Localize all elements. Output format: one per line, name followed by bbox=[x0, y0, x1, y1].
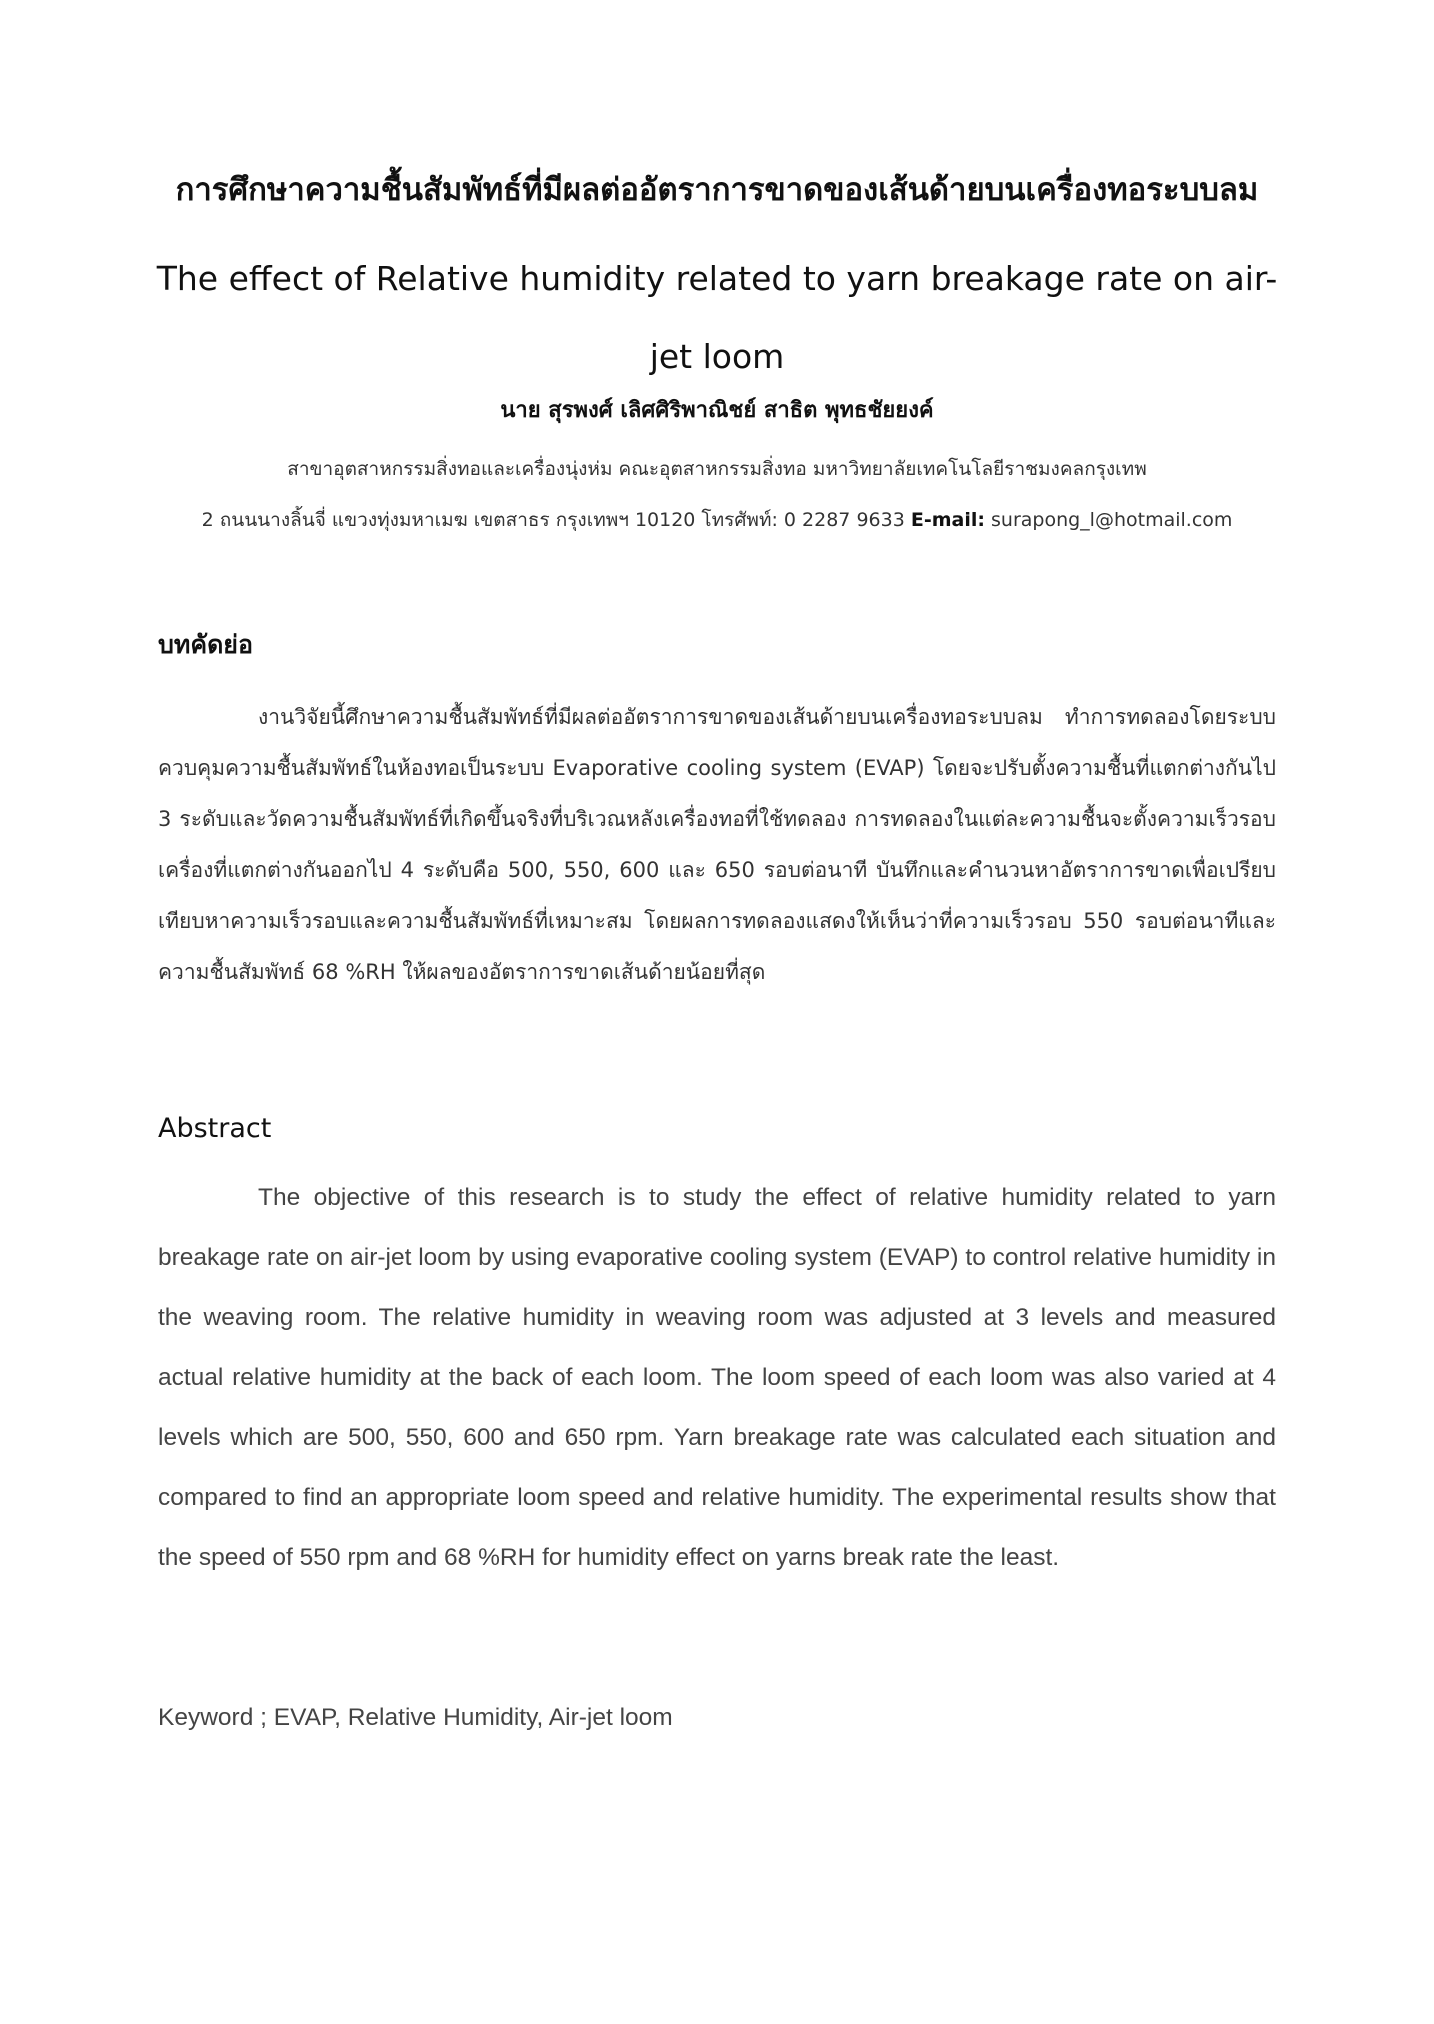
affiliation-line: สาขาอุตสาหกรรมสิ่งทอและเครื่องนุ่งห่ม คณะอุตสาหกรรมสิ่งทอ มหาวิทยาลัยเทคโนโลยีราชมงคลกรุงเทพ bbox=[287, 458, 1147, 480]
contact-line bbox=[100, 505, 1334, 535]
abstract-thai-heading: บทคัดย่อ bbox=[158, 630, 253, 659]
keywords-line: Keyword ; EVAP, Relative Humidity, Air-jet loom bbox=[158, 1704, 673, 1731]
paper-title-english: The effect of Relative humidity related to yarn breakage rate on air-jet loom bbox=[156, 259, 1278, 376]
address-text: 2 ถนนนางลิ้นจี่ แขวงทุ่งมหาเมฆ เขตสาธร กรุงเทพฯ 10120 โทรศัพท์: 0 2287 9633 bbox=[201, 509, 905, 531]
abstract-english-body: The objective of this research is to study the effect of relative humidity related to yarn breakage rate on air-jet loom by using evaporative cooling system (EVAP) to control relative humidity in the weaving room. The relative humidity in weaving room was adjusted at 3 levels and measured actual relative humidity at the back of each loom. The loom speed of each loom was also varied at 4 levels which are 500, 550, 600 and 650 rpm. Yarn breakage rate was calculated each situation and compared to find an appropriate loom speed and relative humidity. The experimental results show that the speed of 550 rpm and 68 %RH for humidity effect on yarns break rate the least. bbox=[158, 1184, 1276, 1571]
author-list: นาย สุรพงศ์ เลิศศิริพาณิชย์ สาธิต พุทธชัยยงค์ bbox=[500, 398, 934, 423]
email-address: surapong_l@hotmail.com bbox=[991, 509, 1233, 531]
abstract-english-heading: Abstract bbox=[158, 1113, 272, 1144]
abstract-thai-body: งานวิจัยนี้ศึกษาความชื้นสัมพัทธ์ที่มีผลต่ออัตราการขาดของเส้นด้ายบนเครื่องทอระบบลม ทำการทดลองโดยระบบควบคุมความชื้นสัมพัทธ์ในห้องทอเป็นระบบ Evaporative cooling system (EVAP) โดยจะปรับตั้งความชื้นที่แตกต่างกันไป 3 ระดับและวัดความชื้นสัมพัทธ์ที่เกิดขึ้นจริงที่บริเวณหลังเครื่องทอที่ใช้ทดลอง การทดลองในแต่ละความชื้นจะตั้งความเร็วรอบเครื่องที่แตกต่างกันออกไป 4 ระดับคือ 500, 550, 600 และ 650 รอบต่อนาที บันทึกและคำนวนหาอัตราการขาดเพื่อเปรียบเทียบหาความเร็วรอบและความชื้นสัมพัทธ์ที่เหมาะสม โดยผลการทดลองแสดงให้เห็นว่าที่ความเร็วรอบ 550 รอบต่อนาทีและความชื้นสัมพัทธ์ 68 %RH ให้ผลของอัตราการขาดเส้นด้ายน้อยที่สุด bbox=[158, 705, 1276, 984]
paper-title-thai: การศึกษาความชื้นสัมพัทธ์ที่มีผลต่ออัตราการขาดของเส้นด้ายบนเครื่องทอระบบลม bbox=[175, 172, 1259, 208]
email-label: E-mail: bbox=[910, 509, 985, 531]
